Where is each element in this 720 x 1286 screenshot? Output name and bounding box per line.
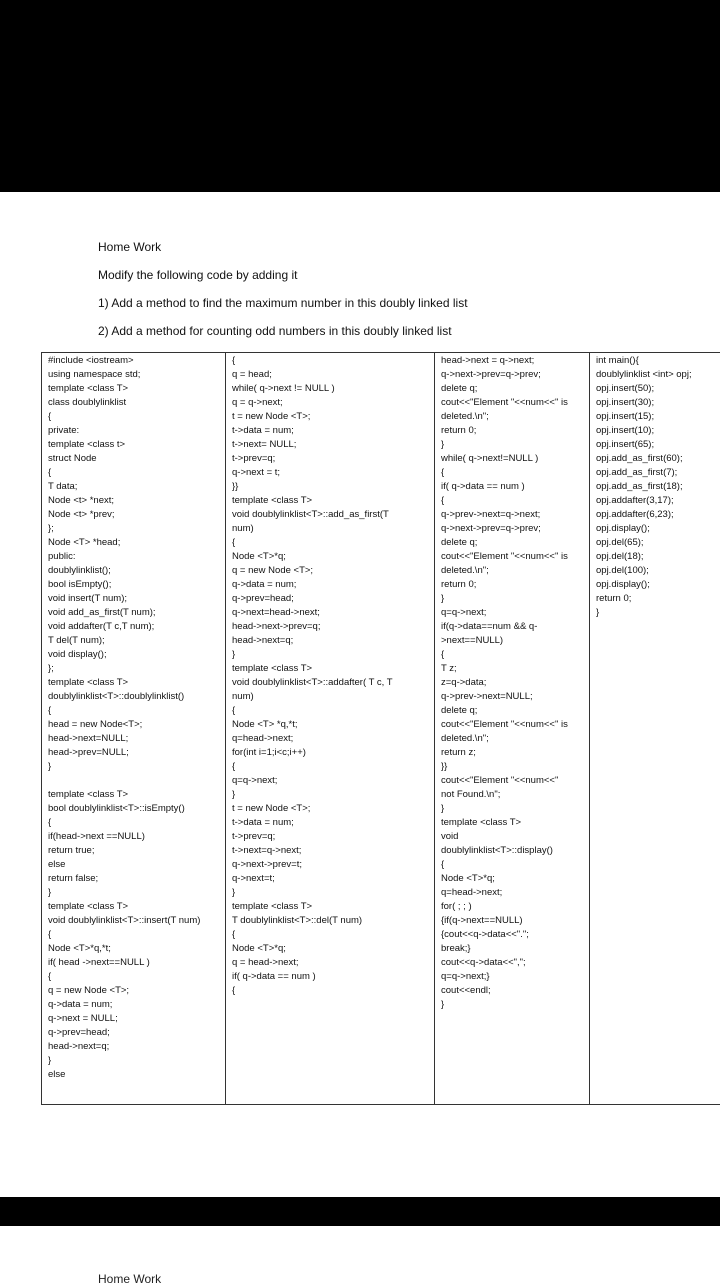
code-line: q = new Node <T>;	[48, 984, 225, 998]
code-line: Node <T>*q,*t;	[48, 942, 225, 956]
next-page-title: Home Work	[98, 1272, 161, 1286]
code-line: q=q->next;}	[441, 970, 589, 984]
code-line: for(int i=1;i<c;i++)	[232, 746, 434, 760]
next-page	[0, 1226, 720, 1286]
code-line: {	[232, 760, 434, 774]
code-line: doublylinklist<T>::display()	[441, 844, 589, 858]
code-line: doublylinklist();	[48, 564, 225, 578]
code-line: Node <T> *head;	[48, 536, 225, 550]
code-line: return 0;	[441, 424, 589, 438]
code-line: opj.display();	[596, 522, 720, 536]
code-line: Node <T> *q,*t;	[232, 718, 434, 732]
code-line: while( q->next!=NULL )	[441, 452, 589, 466]
code-line: t->prev=q;	[232, 830, 434, 844]
code-line: opj.addafter(3,17);	[596, 494, 720, 508]
code-line: opj.addafter(6,23);	[596, 508, 720, 522]
code-line: {	[441, 466, 589, 480]
code-line: opj.add_as_first(7);	[596, 466, 720, 480]
code-line: {	[48, 970, 225, 984]
code-line: num)	[232, 522, 434, 536]
code-line: q = head;	[232, 368, 434, 382]
task-2: 2) Add a method for counting odd numbers in this doubly linked list	[98, 324, 452, 338]
code-line: T del(T num);	[48, 634, 225, 648]
code-line: q->prev->next=q->next;	[441, 508, 589, 522]
code-line: q->next->prev=t;	[232, 858, 434, 872]
code-line: q->prev=head;	[232, 592, 434, 606]
code-line: }	[232, 648, 434, 662]
code-line: bool isEmpty();	[48, 578, 225, 592]
code-line: q->next = NULL;	[48, 1012, 225, 1026]
code-line: #include <iostream>	[48, 354, 225, 368]
code-line: head->next->prev=q;	[232, 620, 434, 634]
code-line: template <class T>	[48, 676, 225, 690]
code-line: while( q->next != NULL )	[232, 382, 434, 396]
code-line: public:	[48, 550, 225, 564]
code-line: opj.insert(65);	[596, 438, 720, 452]
code-line: void	[441, 830, 589, 844]
code-line: T z;	[441, 662, 589, 676]
instruction-text: Modify the following code by adding it	[98, 268, 297, 282]
code-line: struct Node	[48, 452, 225, 466]
code-column-4	[590, 353, 720, 1105]
code-line: q->prev->next=NULL;	[441, 690, 589, 704]
code-line: Node <T>*q;	[232, 550, 434, 564]
code-line: {	[232, 704, 434, 718]
code-line: doublylinklist<T>::doublylinklist()	[48, 690, 225, 704]
code-line: else	[48, 1068, 225, 1082]
code-line: t->next=q->next;	[232, 844, 434, 858]
code-line: {	[441, 858, 589, 872]
code-line: t->next= NULL;	[232, 438, 434, 452]
code-line: }}	[232, 480, 434, 494]
code-column-1	[42, 353, 226, 1105]
code-line: bool doublylinklist<T>::isEmpty()	[48, 802, 225, 816]
code-line: delete q;	[441, 382, 589, 396]
code-line: opj.del(65);	[596, 536, 720, 550]
code-line: template <class T>	[48, 382, 225, 396]
code-line: t->data = num;	[232, 424, 434, 438]
code-line: }	[232, 788, 434, 802]
code-line: deleted.\n";	[441, 732, 589, 746]
code-line: void add_as_first(T num);	[48, 606, 225, 620]
code-line: void doublylinklist<T>::add_as_first(T	[232, 508, 434, 522]
code-line: void insert(T num);	[48, 592, 225, 606]
code-line: template <class T>	[441, 816, 589, 830]
code-line: q->next->prev=q->prev;	[441, 522, 589, 536]
code-line: opj.del(100);	[596, 564, 720, 578]
code-line: {	[48, 466, 225, 480]
code-line: return z;	[441, 746, 589, 760]
code-line: {	[48, 410, 225, 424]
code-line: head->next=q;	[232, 634, 434, 648]
code-line: head->next=q;	[48, 1040, 225, 1054]
code-line: >next==NULL)	[441, 634, 589, 648]
code-line: void doublylinklist<T>::addafter( T c, T	[232, 676, 434, 690]
code-line: deleted.\n";	[441, 564, 589, 578]
code-line: return 0;	[596, 592, 720, 606]
code-line: q->next = t;	[232, 466, 434, 480]
code-line: else	[48, 858, 225, 872]
code-line: template <class T>	[232, 494, 434, 508]
code-line: cout<<"Element "<<num<<"	[441, 774, 589, 788]
code-line: head->next = q->next;	[441, 354, 589, 368]
code-line: cout<<"Element "<<num<<" is	[441, 718, 589, 732]
code-line: T doublylinklist<T>::del(T num)	[232, 914, 434, 928]
code-line: return 0;	[441, 578, 589, 592]
code-line: }	[48, 1054, 225, 1068]
code-line: void addafter(T c,T num);	[48, 620, 225, 634]
code-line: doublylinklist <int> opj;	[596, 368, 720, 382]
code-line: {	[232, 354, 434, 368]
code-line: t = new Node <T>;	[232, 410, 434, 424]
code-line: void display();	[48, 648, 225, 662]
code-line: }	[441, 592, 589, 606]
code-line: opj.insert(50);	[596, 382, 720, 396]
code-line: {	[48, 816, 225, 830]
task-1: 1) Add a method to find the maximum number in this doubly linked list	[98, 296, 468, 310]
code-line: q=head->next;	[232, 732, 434, 746]
code-line: };	[48, 522, 225, 536]
code-table	[41, 352, 720, 1105]
code-column-2	[226, 353, 435, 1105]
code-line: opj.add_as_first(60);	[596, 452, 720, 466]
code-line: q->data = num;	[48, 998, 225, 1012]
code-line: q=q->next;	[232, 774, 434, 788]
code-line: return true;	[48, 844, 225, 858]
code-line: template <class T>	[48, 788, 225, 802]
code-line: break;}	[441, 942, 589, 956]
code-line: {	[441, 494, 589, 508]
code-line: cout<<q->data<<",";	[441, 956, 589, 970]
code-line: for( ; ; )	[441, 900, 589, 914]
code-line	[48, 774, 225, 788]
code-line: {	[48, 704, 225, 718]
code-line: head->prev=NULL;	[48, 746, 225, 760]
code-line: q->next=t;	[232, 872, 434, 886]
code-line: opj.display();	[596, 578, 720, 592]
code-line: head->next=NULL;	[48, 732, 225, 746]
code-line: }	[596, 606, 720, 620]
code-line: }	[48, 760, 225, 774]
page-title: Home Work	[98, 240, 161, 254]
code-line: int main(){	[596, 354, 720, 368]
code-line: q = head->next;	[232, 956, 434, 970]
code-line: opj.insert(30);	[596, 396, 720, 410]
code-line: opj.insert(10);	[596, 424, 720, 438]
code-line: {	[48, 928, 225, 942]
code-line: t = new Node <T>;	[232, 802, 434, 816]
code-line: q=q->next;	[441, 606, 589, 620]
code-line: num)	[232, 690, 434, 704]
code-line: }}	[441, 760, 589, 774]
code-line: using namespace std;	[48, 368, 225, 382]
code-line: if( q->data == num )	[232, 970, 434, 984]
code-line: template <class T>	[232, 900, 434, 914]
code-line: q->next=head->next;	[232, 606, 434, 620]
code-line: opj.insert(15);	[596, 410, 720, 424]
code-line: not Found.\n";	[441, 788, 589, 802]
code-line: opj.del(18);	[596, 550, 720, 564]
code-line: }	[232, 886, 434, 900]
code-line: Node <t> *next;	[48, 494, 225, 508]
code-line: t->data = num;	[232, 816, 434, 830]
code-line: Node <T>*q;	[441, 872, 589, 886]
code-column-3	[435, 353, 590, 1105]
code-line: z=q->data;	[441, 676, 589, 690]
code-line: T data;	[48, 480, 225, 494]
code-line: q=head->next;	[441, 886, 589, 900]
code-line: if( head ->next==NULL )	[48, 956, 225, 970]
code-line: cout<<"Element "<<num<<" is	[441, 396, 589, 410]
code-line: {	[441, 648, 589, 662]
code-line: if(q->data==num && q-	[441, 620, 589, 634]
code-line: delete q;	[441, 536, 589, 550]
code-line: }	[441, 998, 589, 1012]
code-line: q->prev=head;	[48, 1026, 225, 1040]
code-line: return false;	[48, 872, 225, 886]
code-line: if( q->data == num )	[441, 480, 589, 494]
code-line: {if(q->next==NULL)	[441, 914, 589, 928]
code-line: class doublylinklist	[48, 396, 225, 410]
document-page	[0, 192, 720, 1197]
code-line: template <class T>	[232, 662, 434, 676]
code-line: void doublylinklist<T>::insert(T num)	[48, 914, 225, 928]
code-line: delete q;	[441, 704, 589, 718]
code-line: if(head->next ==NULL)	[48, 830, 225, 844]
code-line: cout<<"Element "<<num<<" is	[441, 550, 589, 564]
code-line: q->data = num;	[232, 578, 434, 592]
code-line: cout<<endl;	[441, 984, 589, 998]
code-line: };	[48, 662, 225, 676]
code-line: {	[232, 536, 434, 550]
code-line: Node <T>*q;	[232, 942, 434, 956]
code-line: template <class t>	[48, 438, 225, 452]
code-line: {	[232, 984, 434, 998]
code-line: head = new Node<T>;	[48, 718, 225, 732]
code-line: {	[232, 928, 434, 942]
code-line: }	[48, 886, 225, 900]
code-line: Node <t> *prev;	[48, 508, 225, 522]
code-line: }	[441, 438, 589, 452]
code-line: q->next->prev=q->prev;	[441, 368, 589, 382]
code-line: private:	[48, 424, 225, 438]
code-line: {cout<<q->data<<".";	[441, 928, 589, 942]
code-line: }	[441, 802, 589, 816]
code-line: opj.add_as_first(18);	[596, 480, 720, 494]
code-line: q = q->next;	[232, 396, 434, 410]
code-line: q = new Node <T>;	[232, 564, 434, 578]
code-line: deleted.\n";	[441, 410, 589, 424]
code-line: template <class T>	[48, 900, 225, 914]
code-line: t->prev=q;	[232, 452, 434, 466]
